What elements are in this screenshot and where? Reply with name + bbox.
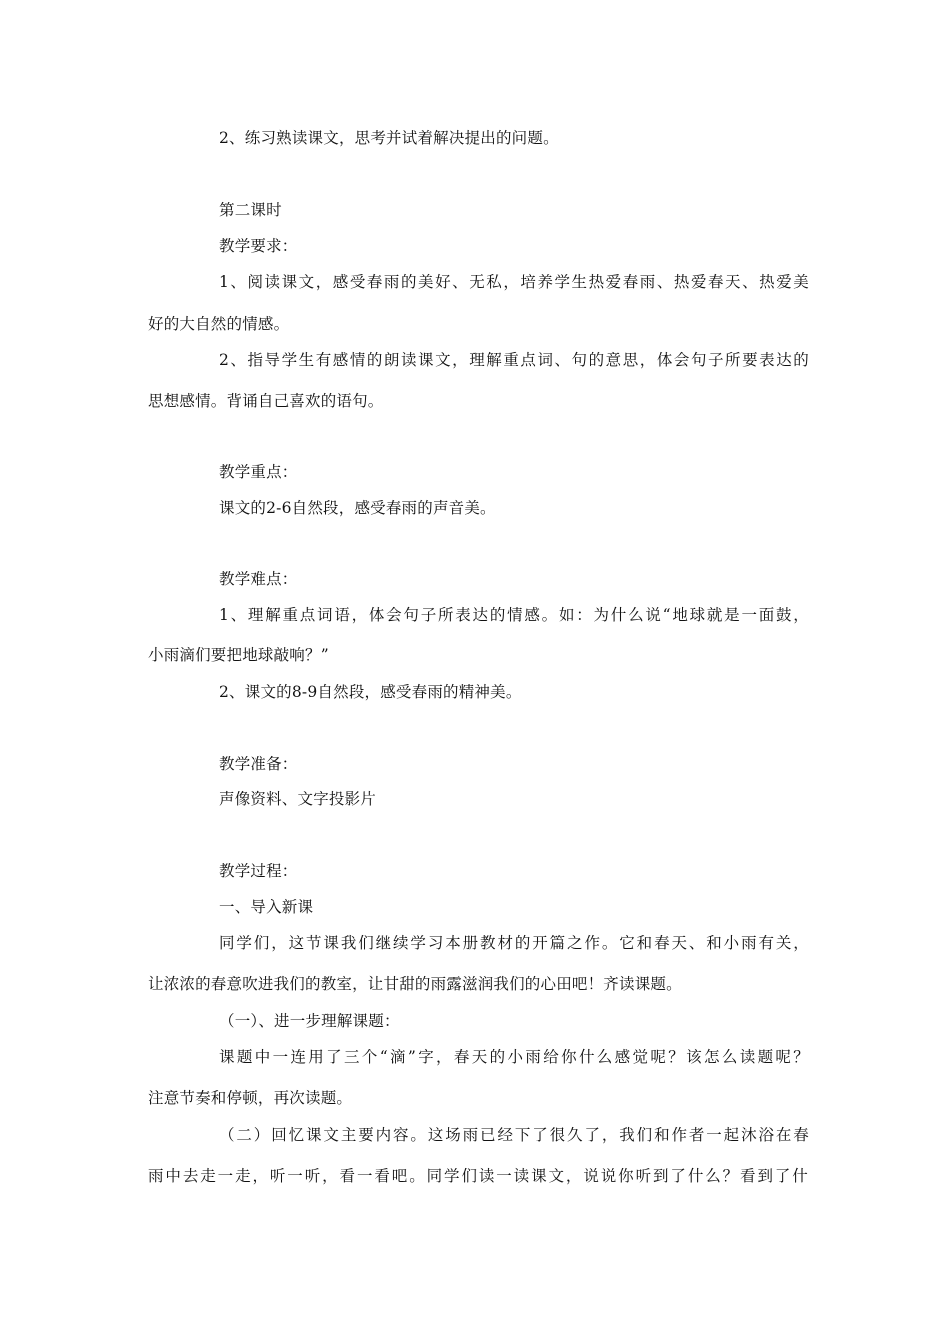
heading-second-period: 第二课时 <box>219 201 282 219</box>
heading-teaching-difficulty: 教学难点： <box>219 570 298 588</box>
difficulty-1-line-1: 1、理解重点词语，体会句子所表达的情感。如：为什么说“地球就是一面鼓， <box>219 606 809 624</box>
subsection-1-line-2: 注意节奏和停顿，再次读题。 <box>148 1089 353 1107</box>
heading-teaching-preparation: 教学准备： <box>219 755 298 773</box>
subsection-2-line-2: 雨中去走一走，听一听，看一看吧。同学们读一读课文，说说你听到了什么？看到了什 <box>148 1167 808 1185</box>
heading-teaching-process: 教学过程： <box>219 862 298 880</box>
paragraph-practice-reading: 2、练习熟读课文，思考并试着解决提出的问题。 <box>219 129 559 147</box>
intro-line-1: 同学们，这节课我们继续学习本册教材的开篇之作。它和春天、和小雨有关， <box>219 934 809 952</box>
subsection-1-heading: （一）、进一步理解课题： <box>219 1012 400 1030</box>
subsection-1-line-1: 课题中一连用了三个“滴”字，春天的小雨给你什么感觉呢？该怎么读题呢？ <box>219 1048 809 1066</box>
subsection-2-line-1: （二）回忆课文主要内容。这场雨已经下了很久了，我们和作者一起沐浴在春 <box>219 1126 809 1144</box>
heading-teaching-focus: 教学重点： <box>219 463 298 481</box>
focus-item: 课文的2-6自然段，感受春雨的声音美。 <box>219 499 496 517</box>
requirement-1-line-1: 1、阅读课文，感受春雨的美好、无私，培养学生热爱春雨、热爱春天、热爱美 <box>219 273 809 291</box>
difficulty-1-line-2: 小雨滴们要把地球敲响？” <box>148 646 329 664</box>
preparation-item: 声像资料、文字投影片 <box>219 790 377 808</box>
requirement-1-line-2: 好的大自然的情感。 <box>148 315 290 333</box>
requirement-2-line-2: 思想感情。背诵自己喜欢的语句。 <box>148 392 384 410</box>
intro-line-2: 让浓浓的春意吹进我们的教室，让甘甜的雨露滋润我们的心田吧！齐读课题。 <box>148 975 682 993</box>
heading-teaching-requirements: 教学要求： <box>219 237 298 255</box>
section-introduce-new-lesson: 一、导入新课 <box>219 898 314 916</box>
difficulty-2: 2、课文的8-9自然段，感受春雨的精神美。 <box>219 683 522 701</box>
requirement-2-line-1: 2、指导学生有感情的朗读课文，理解重点词、句的意思，体会句子所要表达的 <box>219 351 809 369</box>
